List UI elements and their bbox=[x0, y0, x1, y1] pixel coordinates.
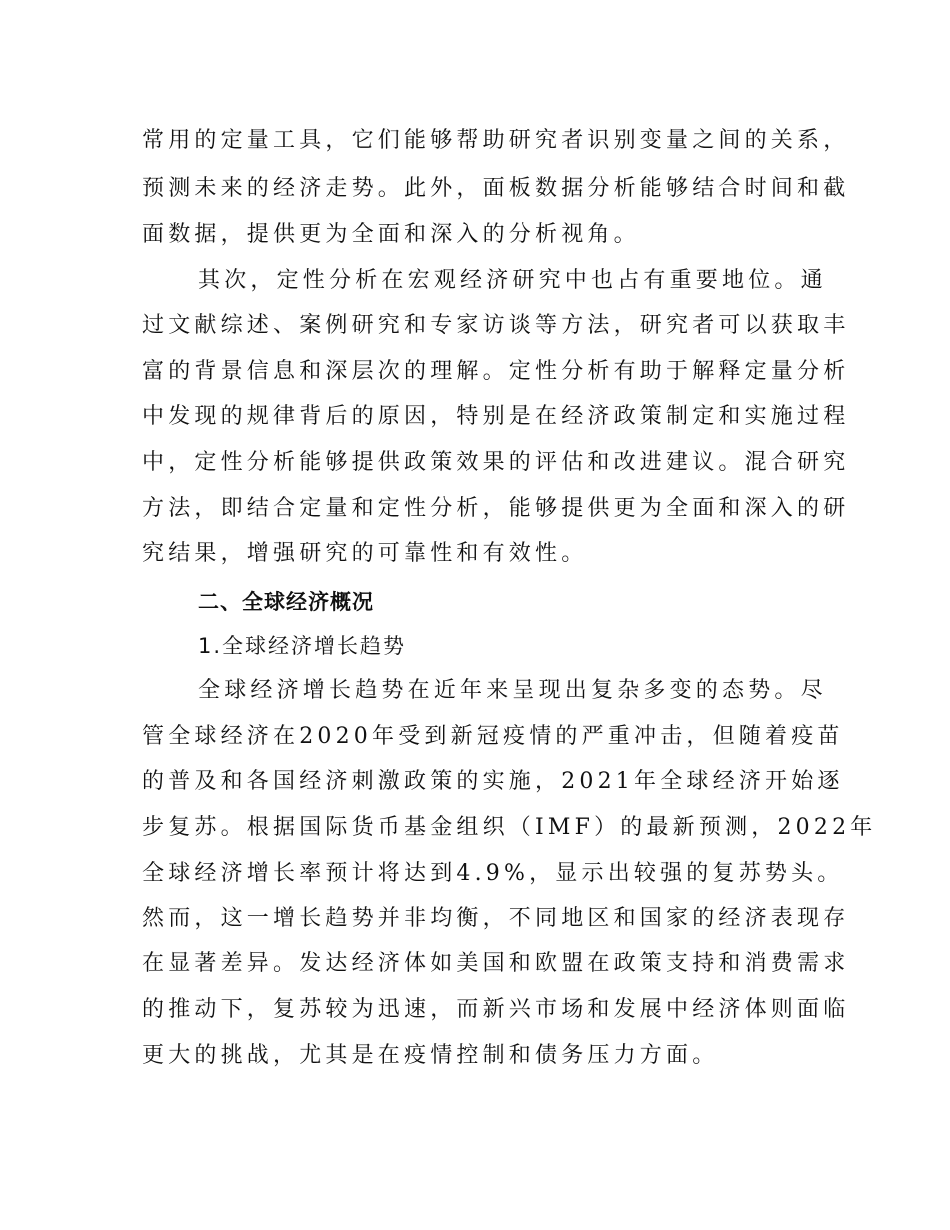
paragraph-3-line-1: 全球经济增长趋势在近年来呈现出复杂多变的态势。尽 bbox=[198, 678, 827, 703]
paragraph-2-line-5: 中，定性分析能够提供政策效果的评估和改进建议。混合研究 bbox=[142, 450, 850, 475]
paragraph-2-line-6: 方法，即结合定量和定性分析，能够提供更为全面和深入的研 bbox=[142, 496, 850, 521]
paragraph-3-line-6: 然而，这一增长趋势并非均衡，不同地区和国家的经济表现存 bbox=[142, 906, 850, 931]
paragraph-1-line-2: 预测未来的经济走势。此外，面板数据分析能够结合时间和截 bbox=[142, 176, 850, 201]
subsection-heading: 1.全球经济增长趋势 bbox=[198, 634, 407, 658]
section-heading: 二、全球经济概况 bbox=[198, 590, 374, 614]
paragraph-2-line-2: 过文献综述、案例研究和专家访谈等方法，研究者可以获取丰 bbox=[142, 313, 850, 338]
paragraph-1-line-3: 面数据，提供更为全面和深入的分析视角。 bbox=[142, 222, 640, 247]
paragraph-3-line-8: 的推动下，复苏较为迅速，而新兴市场和发展中经济体则面临 bbox=[142, 997, 850, 1022]
paragraph-2-line-1: 其次，定性分析在宏观经济研究中也占有重要地位。通 bbox=[198, 268, 827, 293]
paragraph-3-line-7: 在显著差异。发达经济体如美国和欧盟在政策支持和消费需求 bbox=[142, 951, 850, 976]
paragraph-3-line-3: 的普及和各国经济刺激政策的实施，2021年全球经济开始逐 bbox=[142, 769, 844, 794]
paragraph-1-line-1: 常用的定量工具，它们能够帮助研究者识别变量之间的关系， bbox=[142, 128, 850, 153]
paragraph-3-line-9: 更大的挑战，尤其是在疫情控制和债务压力方面。 bbox=[142, 1043, 719, 1068]
paragraph-2-line-7: 究结果，增强研究的可靠性和有效性。 bbox=[142, 541, 588, 566]
paragraph-2-line-3: 富的背景信息和深层次的理解。定性分析有助于解释定量分析 bbox=[142, 359, 850, 384]
paragraph-3-line-5: 全球经济增长率预计将达到4.9%，显示出较强的复苏势头。 bbox=[142, 861, 844, 886]
paragraph-3-line-4: 步复苏。根据国际货币基金组织（IMF）的最新预测，2022年 bbox=[142, 815, 877, 840]
paragraph-3-line-2: 管全球经济在2020年受到新冠疫情的严重冲击，但随着疫苗 bbox=[142, 724, 844, 749]
paragraph-2-line-4: 中发现的规律背后的原因，特别是在经济政策制定和实施过程 bbox=[142, 404, 850, 429]
